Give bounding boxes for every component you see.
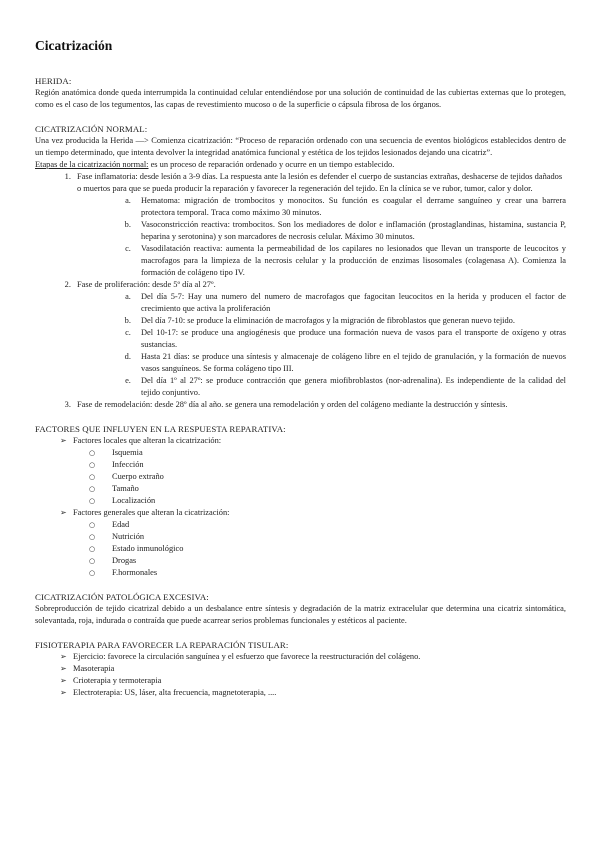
fisioterapia-item-label: Crioterapia y termoterapia <box>73 676 162 685</box>
arrow-bullet-icon: ➢ <box>60 508 67 517</box>
section-patologica <box>35 591 566 627</box>
phase-list <box>35 171 566 411</box>
phase-subitem: d. Hasta 21 días: se produce una síntesis y almacenaje de colágeno libre en el tejido de granulación, y la formación de nuevos vasos sanguíneos. Se forma colágeno tipo III. <box>133 351 566 375</box>
circle-bullet-icon: ○ <box>89 521 96 529</box>
factor-group-label: Factores locales que alteran la cicatrización: <box>73 436 222 445</box>
phase-subitems <box>77 195 566 279</box>
etapas-text: es un proceso de reparación ordenado y ocurre en un tiempo establecido. <box>148 160 395 169</box>
factor-item <box>86 471 566 483</box>
factor-item <box>86 531 566 543</box>
factor-item <box>86 447 566 459</box>
factor-list <box>73 519 566 579</box>
arrow-bullet-icon: ➢ <box>60 436 67 445</box>
phase-item <box>73 399 566 411</box>
phase-subitem: b. Vasoconstricción reactiva: trombocitos. Son los mediadores de dolor e inflamación (prostaglandinas, histamina, sustancia P, heparina y serotonina) y son marcadores de necrosis celular. Máximo 30 minutos. <box>133 219 566 243</box>
fisioterapia-item-label: Masoterapia <box>73 664 115 673</box>
factor-item <box>86 567 566 579</box>
factor-item <box>86 495 566 507</box>
phase-subitem: c. Vasodilatación reactiva: aumenta la permeabilidad de los capilares no lesionados que llevan un transporte de leucocitos y macrofagos para la limpieza de la necrosis celular y la producción de enzimas lisosomales (colagenasa A). Comienza la formación de colágeno tipo IV. <box>133 243 566 279</box>
phase-subitem: a. Del día 5-7: Hay una numero del numero de macrofagos que fagocitan leucocitos en la herida y producen el factor de crecimiento que activa la proliferación <box>133 291 566 315</box>
phase-item <box>73 279 566 399</box>
phase-text: Fase inflamatoria: desde lesión a 3-9 días. La respuesta ante la lesión es defender el cuerpo de sustancias extrañas, deshacerse de tejidos dañados o muertos para que se pueda producir la reparación y favorecer la regeneración del tejido. En la clínica se ve rubor, tumor, calor y dolor. <box>77 172 563 193</box>
herida-definition: Región anatómica donde queda interrumpida la continuidad celular entendiéndose por una solución de continuidad de las cubiertas externas que lo protegen, como es el caso de los tegumentos, las capas de revestimiento mucoso o de la superficie o cápsula fibrosa de los órganos. <box>35 88 566 109</box>
section-cicatrizacion-normal <box>35 123 566 411</box>
factores-groups <box>35 435 566 579</box>
factor-group-label: Factores generales que alteran la cicatrización: <box>73 508 230 517</box>
phase-subitem: e. Del día 1º al 27º: se produce contracción que genera miofibroblastos (nor-adrenalina). Es independiente de la calidad del tejido conjuntivo. <box>133 375 566 399</box>
section-fisioterapia <box>35 639 566 699</box>
factor-item <box>86 555 566 567</box>
factor-item <box>86 459 566 471</box>
factor-item-label: Localización <box>112 496 156 505</box>
factor-item <box>86 483 566 495</box>
fisioterapia-item-label: Ejercicio: favorece la circulación sanguínea y el esfuerzo que favorece la reestructuración del colágeno. <box>73 652 421 661</box>
factor-item <box>86 519 566 531</box>
phase-item <box>73 171 566 279</box>
phase-subitems <box>77 291 566 399</box>
phase-subitem: c. Del 10-17: se produce una angiogénesis que produce una formación nueva de vasos para el transporte de oxígeno y otras sustancias. <box>133 327 566 351</box>
circle-bullet-icon: ○ <box>89 533 96 541</box>
factor-item-label: Infección <box>112 460 144 469</box>
circle-bullet-icon: ○ <box>89 473 96 481</box>
phase-subitem: a. Hematoma: migración de trombocitos y monocitos. Su función es coagular el derrame sanguíneo y crear una barrera protectora temporal. Traca como máximo 30 minutos. <box>133 195 566 219</box>
factor-list <box>73 447 566 507</box>
fisioterapia-item-label: Electroterapia: US, láser, alta frecuencia, magnetoterapia, .... <box>73 688 277 697</box>
factor-item-label: Drogas <box>112 556 137 565</box>
phase-subitem: b. Del día 7-10: se produce la eliminación de macrofagos y la migración de fibroblastos que generan nuevo tejido. <box>133 315 566 327</box>
factor-group <box>60 507 566 579</box>
fisioterapia-item <box>60 687 566 699</box>
fisioterapia-list <box>35 651 566 699</box>
circle-bullet-icon: ○ <box>89 545 96 553</box>
factor-item-label: Isquemia <box>112 448 143 457</box>
circle-bullet-icon: ○ <box>89 569 96 577</box>
arrow-bullet-icon: ➢ <box>60 676 67 685</box>
etapas-intro <box>35 159 566 171</box>
factor-item-label: F.hormonales <box>112 568 158 577</box>
factor-item-label: Nutrición <box>112 532 145 541</box>
factor-item-label: Estado inmunológico <box>112 544 184 553</box>
etapas-label: Etapas de la cicatrización normal: <box>35 160 149 169</box>
fisioterapia-item <box>60 651 566 663</box>
section-factores <box>35 423 566 579</box>
circle-bullet-icon: ○ <box>89 461 96 469</box>
arrow-bullet-icon: ➢ <box>60 664 67 673</box>
section-herida <box>35 75 566 111</box>
arrow-bullet-icon: ➢ <box>60 652 67 661</box>
factor-item-label: Cuerpo extraño <box>112 472 164 481</box>
fisioterapia-item <box>60 663 566 675</box>
circle-bullet-icon: ○ <box>89 449 96 457</box>
factor-item-label: Edad <box>112 520 130 529</box>
phase-text: Fase de proliferación: desde 5º día al 27º. <box>77 280 216 289</box>
circle-bullet-icon: ○ <box>89 485 96 493</box>
page-title: Cicatrización <box>35 38 113 53</box>
circle-bullet-icon: ○ <box>89 497 96 505</box>
normal-definition: Una vez producida la Herida —> Comienza cicatrización: “Proceso de reparación ordenado con una secuencia de eventos biológicos establecidos dentro de un tiempo determinado, que intenta devolver la integridad anatómica funcional y estética de los tejidos lesionados dejando una cicatriz”. <box>35 136 566 157</box>
section-heading-fisioterapia: FISIOTERAPIA PARA FAVORECER LA REPARACIÓN TISULAR: <box>35 640 289 650</box>
section-heading-factores: FACTORES QUE INFLUYEN EN LA RESPUESTA REPARATIVA: <box>35 424 286 434</box>
factor-item-label: Tamaño <box>112 484 139 493</box>
factor-group <box>60 435 566 507</box>
section-heading-normal: CICATRIZACIÓN NORMAL: <box>35 124 148 134</box>
patologica-definition: Sobreproducción de tejido cicatrizal debido a un desbalance entre síntesis y degradación de la matriz extracelular que determina una cicatriz sintomática, solevantada, roja, indurada o contraída que puede acarrear serios problemas funcionales y estéticos al paciente. <box>35 604 566 625</box>
fisioterapia-item <box>60 675 566 687</box>
circle-bullet-icon: ○ <box>89 557 96 565</box>
factor-item <box>86 543 566 555</box>
arrow-bullet-icon: ➢ <box>60 688 67 697</box>
section-heading-herida: HERIDA: <box>35 76 72 86</box>
section-heading-patologica: CICATRIZACIÓN PATOLÓGICA EXCESIVA: <box>35 592 209 602</box>
phase-text: Fase de remodelación: desde 28º día al año. se genera una remodelación y orden del colágeno mediante la destrucción y síntesis. <box>77 400 508 409</box>
